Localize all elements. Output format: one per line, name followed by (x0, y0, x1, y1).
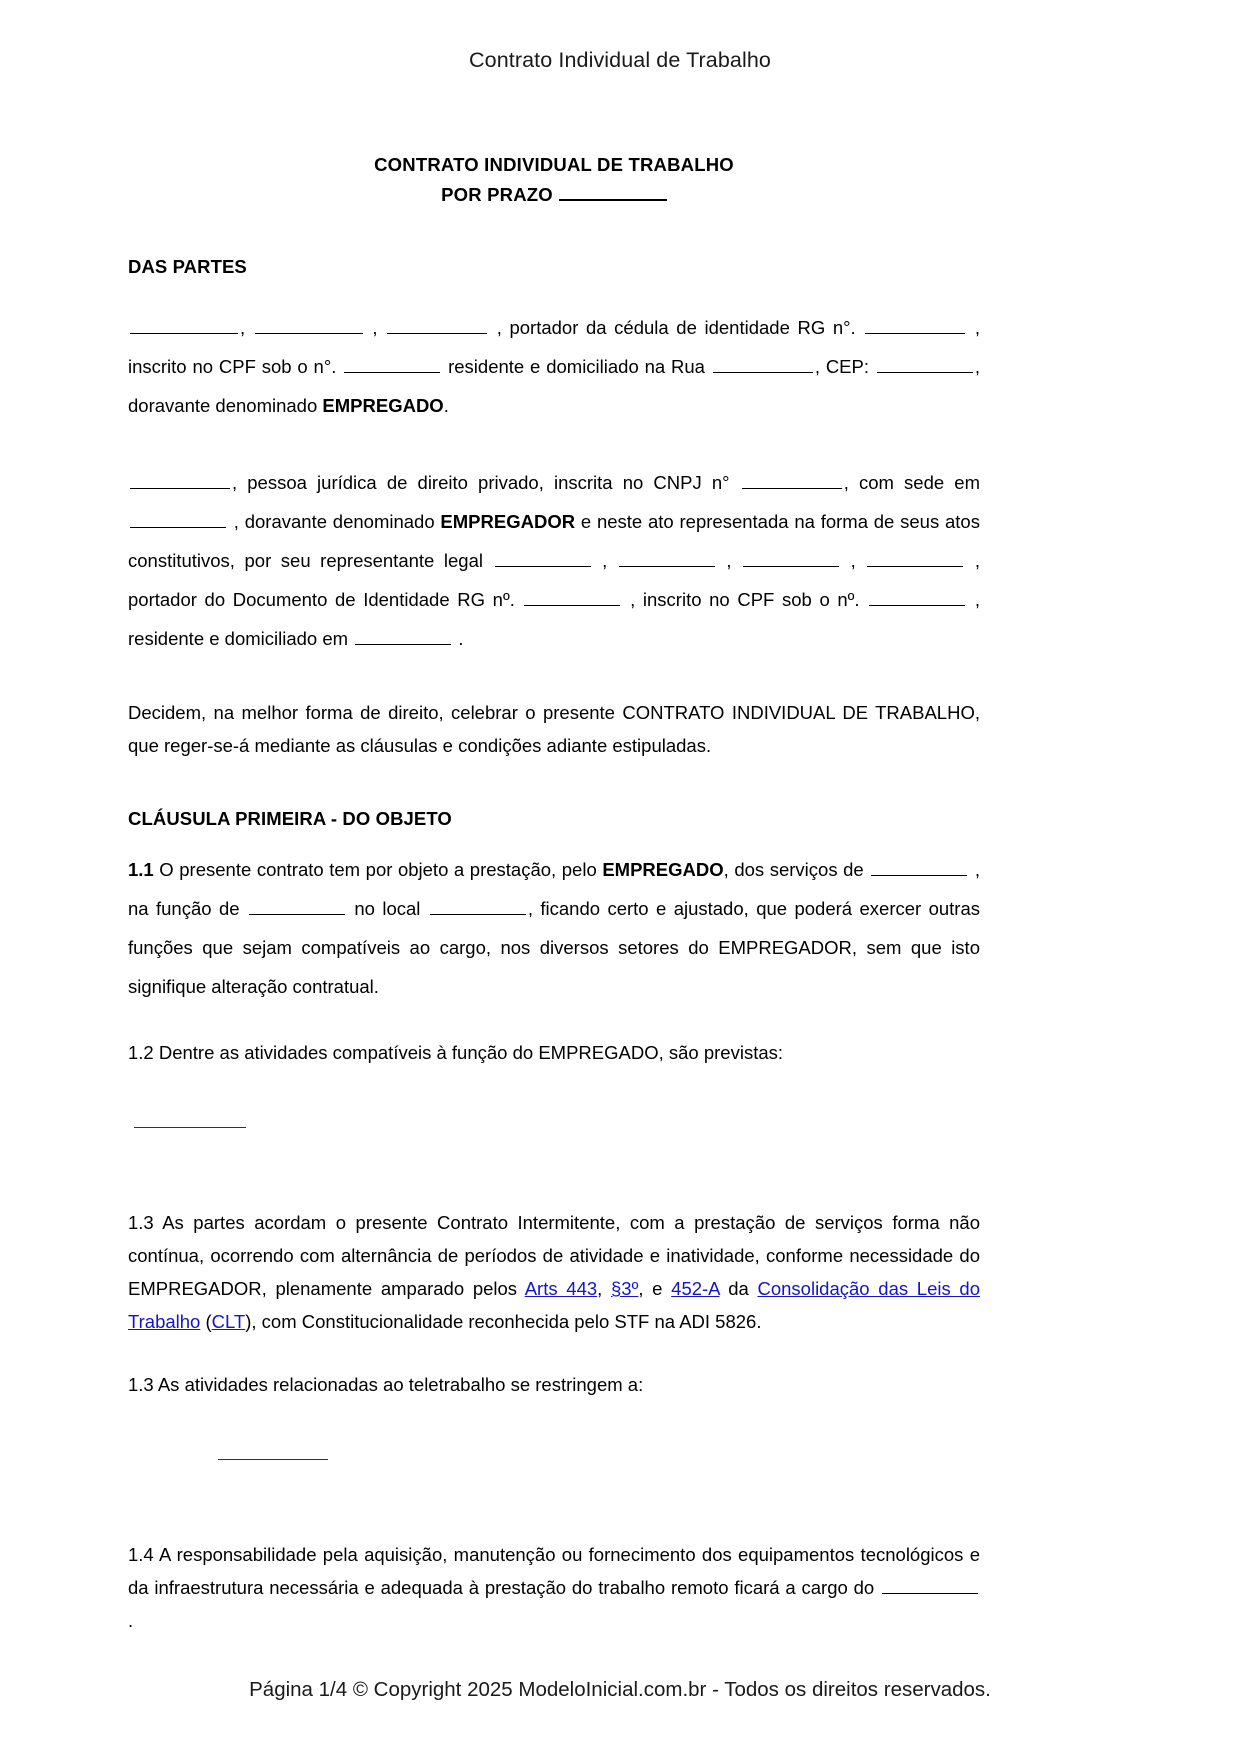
blank-field[interactable] (713, 358, 813, 373)
blank-field[interactable] (344, 358, 440, 373)
link-clt[interactable]: CLT (211, 1311, 246, 1332)
contract-title-line2 (128, 180, 980, 210)
paragraph-clause-1-3-b: 1.3 As atividades relacionadas ao teletrabalho se restringem a: (128, 1374, 644, 1395)
contract-title (128, 150, 980, 210)
heading-clausula-primeira: CLÁUSULA PRIMEIRA - DO OBJETO (128, 808, 452, 829)
blank-field[interactable] (495, 552, 591, 567)
paragraph-clause-1-1: 1.1 O presente contrato tem por objeto a prestação, pelo EMPREGADO, dos serviços de , na função de no local , ficando certo e ajustado, que poderá exercer outras funções que sejam compatíveis ao cargo, nos diversos setores do EMPREGADOR, sem que isto signifique alteração contratual. (128, 859, 981, 997)
bold-empregado: EMPREGADO (322, 395, 444, 416)
paragraph-clause-1-2: 1.2 Dentre as atividades compatíveis à função do EMPREGADO, são previstas: (128, 1042, 784, 1063)
document-body (128, 150, 980, 1637)
blank-field[interactable] (619, 552, 715, 567)
clause-number-1-1: 1.1 (128, 859, 154, 880)
blank-field[interactable] (130, 474, 230, 489)
blank-field[interactable] (877, 358, 973, 373)
paragraph-clause-1-4: 1.4 A responsabilidade pela aquisição, manutenção ou fornecimento dos equipamentos tecnológicos e da infraestrutura necessária e adequada à prestação do trabalho remoto ficará a cargo do . (128, 1544, 980, 1631)
blank-field[interactable] (130, 513, 226, 528)
blank-field[interactable] (249, 900, 345, 915)
paragraph-empregador: , pessoa jurídica de direito privado, inscrita no CNPJ n° , com sede em , doravante denominado EMPREGADOR e neste ato representada na forma de seus atos constitutivos, por seu representante legal , , , , portador do Documento de Identidade RG nº. , inscrito no CPF sob o nº. , residente e domiciliado em . (128, 472, 981, 649)
blank-field[interactable] (524, 591, 620, 606)
blank-field[interactable] (867, 552, 963, 567)
paragraph-clause-1-3-a: 1.3 As partes acordam o presente Contrato Intermitente, com a prestação de serviços forma não contínua, ocorrendo com alternância de períodos de atividade e inatividade, conforme necessidade do EMPREGADOR, plenamente amparado pelos Arts 443, §3º, e 452-A da Consolidação das Leis do Trabalho (CLT), com Constitucionalidade reconhecida pelo STF na ADI 5826. (128, 1212, 980, 1332)
page-footer: Página 1/4 © Copyright 2025 ModeloInicial.com.br - Todos os direitos reservados. (249, 1678, 991, 1701)
blank-field[interactable] (742, 474, 842, 489)
blank-field[interactable] (355, 630, 451, 645)
page-header-title: Contrato Individual de Trabalho (469, 48, 771, 72)
contract-title-line1: CONTRATO INDIVIDUAL DE TRABALHO (374, 154, 734, 175)
blank-field[interactable] (743, 552, 839, 567)
link-paragrafo-3[interactable]: §3º (611, 1278, 639, 1299)
link-452-a[interactable]: 452-A (671, 1278, 720, 1299)
blank-field[interactable] (869, 591, 965, 606)
link-consolidacao-leis-trabalho[interactable]: Consolidação das Leis do Trabalho (128, 1278, 980, 1332)
heading-das-partes: DAS PARTES (128, 256, 247, 277)
title-blank-field[interactable] (559, 185, 667, 201)
bold-empregador: EMPREGADOR (440, 511, 576, 532)
blank-field[interactable] (430, 900, 526, 915)
paragraph-decidem: Decidem, na melhor forma de direito, celebrar o presente CONTRATO INDIVIDUAL DE TRABALHO, que reger-se-á mediante as cláusulas e condições adiante estipuladas. (128, 702, 980, 756)
link-arts-443[interactable]: Arts 443 (524, 1278, 598, 1299)
blank-field[interactable] (882, 1579, 978, 1594)
blank-field[interactable] (871, 861, 967, 876)
contract-title-line2-text: POR PRAZO (441, 184, 553, 205)
paragraph-empregado: , , , portador da cédula de identidade RG n°. , inscrito no CPF sob o n°. residente e domiciliado na Rua , CEP: , doravante denominado EMPREGADO. (128, 317, 981, 416)
blank-field[interactable] (255, 319, 363, 334)
bold-empregado: EMPREGADO (602, 859, 724, 880)
blank-field[interactable] (865, 319, 965, 334)
blank-field[interactable] (130, 319, 238, 334)
blank-field[interactable] (387, 319, 487, 334)
